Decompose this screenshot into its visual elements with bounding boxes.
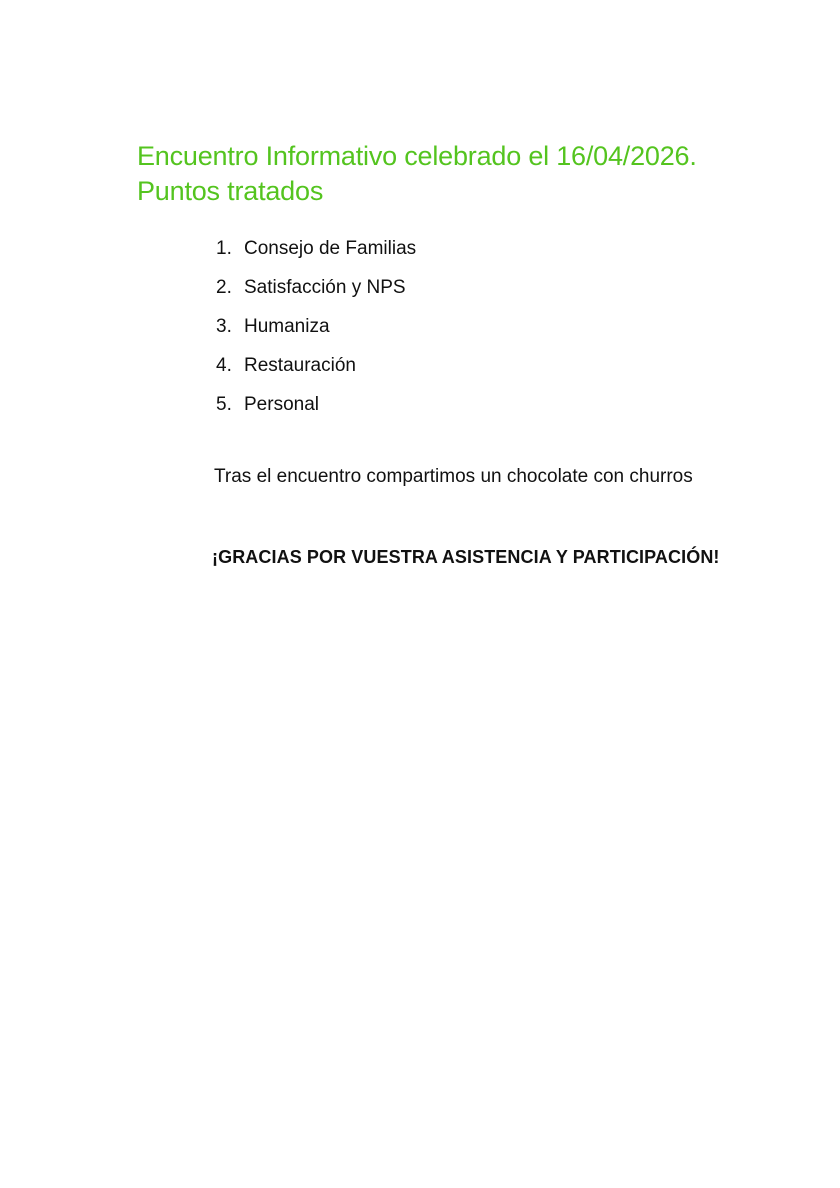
list-item [216,229,416,268]
list-item [216,385,416,424]
title-line-1: Encuentro Informativo celebrado el 16/04/2026. [137,141,697,171]
list-item-label: Humaniza [244,315,330,337]
list-item-number: 1. [216,237,232,259]
list-item-label: Consejo de Familias [244,237,417,259]
title-line-2: Puntos tratados [137,176,324,206]
list-item [216,346,416,385]
list-item-label: Restauración [244,354,356,376]
list-item [216,307,416,346]
list-item-number: 2. [216,276,232,298]
closing-note: Tras el encuentro compartimos un chocolate con churros [214,466,693,487]
list-item-number: 4. [216,354,232,376]
page-title [137,139,777,209]
list-item-label: Satisfacción y NPS [244,276,406,298]
agenda-list [216,229,416,424]
list-item-number: 3. [216,315,232,337]
list-item-label: Personal [244,393,319,415]
thanks-message: ¡GRACIAS POR VUESTRA ASISTENCIA Y PARTICIPACIÓN! [212,547,720,567]
list-item [216,268,416,307]
list-item-number: 5. [216,393,232,415]
